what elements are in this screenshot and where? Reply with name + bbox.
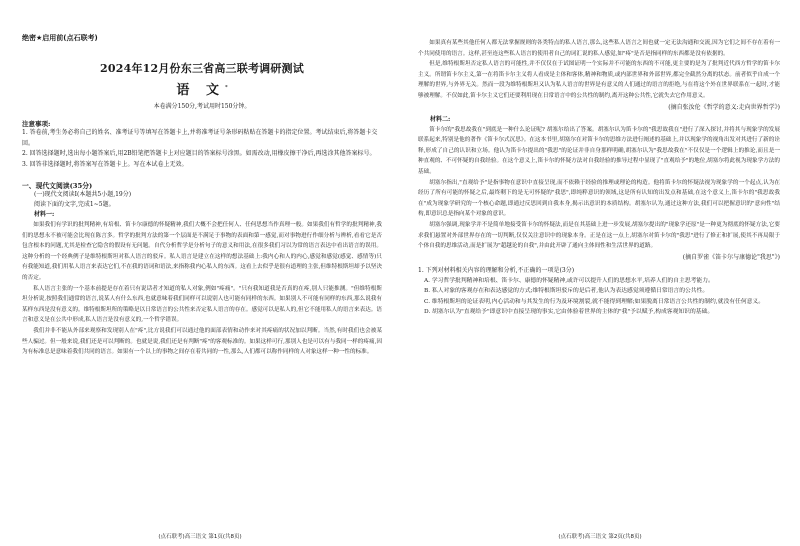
exam-meta: 本卷满分150分,考试用时150分钟。 [153, 103, 251, 110]
instruction: 阅读下面的文字,完成1~5题。 [34, 201, 115, 208]
exam-page-2 [400, 0, 800, 546]
subject-text: 语 文 [176, 83, 225, 98]
notice-item: 3. 回答非选择题时,将答案写在答题卡上。写在本试卷上无效。 [22, 160, 188, 168]
source-citation: (摘自罗雀《笛卡尔与康德论"我思"》) [682, 253, 780, 261]
subject-marker: * [224, 84, 228, 91]
body-paragraph: 胡塞尔指出,"直观给予"是指事物在意识中直接呈现,而不依赖于经验的推理或理论的构造。他将笛卡尔的怀疑法视为现象学的一个起点,认为在经历了所有可能的怀疑之后,最终剩下的是无可怀疑的"我思",即纯粹意识的领域,这是所有认知的出发点和基础,在这个意义上,笛卡尔的"我思故我在"成为现象学研究的一个核心命题,即通过反思回到自我本身,揭示出意识的本质结构。胡塞尔认为,通过这种方法,我们可以把握意识的"意向性"结构,即意识总是指向某个对象的意识。 [418, 179, 780, 218]
option-b: B. 私人对象的客观存在和表达感觉的方式;维特根斯坦驳斥的是后者,他认为表达感觉须遵循日常语言的公共性。 [424, 288, 709, 295]
body-paragraph: 如果真有某些其他任何人都无法掌握规则的各类特点的私人语言,那么,这些私人语言之间也就一定无法沟通和交流,因为它们之间不存在着有一个共同使用的语言。这样,甚至连这些私人语言的使用者自己的词汇说的私人感觉,如"疼"是否是指同样的东西都是没有依据的。 [418, 40, 780, 57]
question-stem: 1. 下列对材料相关内容的理解和分析,不正确的一项是(3分) [418, 266, 575, 274]
body-paragraph: 私人语言主张的一个基本前提是存在着只有说话者才知道的私人对象,例如"疼痛"。"只有我知道我是否真的在疼,别人只能推测。"但维特根斯坦分析说,按照我们通常的语言,说某人有什么东西,也就意味着我们同样可以说别人也可能有同样的东西。如果别人不可能有同样的东西,那么说我有某样东西是没有意义的。维特根斯坦所的策略是以日常语言的公共性来否定私人语言的存在。感觉可以是私人的,但它不能用私人的语言来表达。语言和意义是在公共中形成,私人语言是没有意义的,一个哲学错误。 [22, 285, 382, 324]
notice-item: 2. 回答选择题时,选出每小题答案后,用2B铅笔把答题卡上对应题目的答案标号涂黑。如需改动,用橡皮擦干净后,再选涂其他答案标号。 [22, 150, 376, 157]
page-footer: (点石联考)高三语文 第2页(共8页) [558, 534, 642, 540]
source-citation: (摘自张汝伦《哲学的意义:走向世界哲学》) [668, 103, 780, 111]
body-paragraph: 如果我们有学识的批判精神,有培根、笛卡尔康德的怀疑精神,我们大概不会把任何人、任何思想当作真理一般。如果我们有哲学的批判精神,我们的思想永不被可能会比现在陈言多。哲学的批判方法的第一个层面是不满足于事物的表面和第一感觉,而对事物进行作细分析与辨析,看看它是否包含根本的问题,尤其是检查它隐含的假设有无问题。自代分析哲学是分析句子的意义和用法,在很多我们习以为常的语言表达中看出语言的误用。这种分析的一个经典例子是维特根斯坦对私人语言的驳斥。私人语言是建立在这样的想法基础上:我内心和人的内心,感觉和感觉(感觉、感情等)只有我能知道,我们用私人语言来表达它们,不在我的语词和语法,来指称我内心私人的东西。这看上去似乎是很有道理的主张,但维特根斯坦却予以坚决的否定。 [22, 222, 382, 281]
notice-item: 1. 答卷前,考生务必将自己的姓名、准考证号等填写在答题卡上,并将准考证号条形码粘贴在答题卡的指定位置。考试结束后,将答题卡交回。 [22, 129, 378, 147]
section-heading: 一、现代文阅读(35分) [22, 182, 93, 190]
body-paragraph: 笛卡尔的"我思故我在"到底是一种什么论证呢? 胡塞尔给出了答案。胡塞尔认为笛卡尔的"我思故我在"进行了深入探讨,并将其与现象学的发展联系起来,特别是他的著作《笛卡尔式沉思》。在这本书里,胡塞尔在对笛卡尔的思维方法进行阐述的基础上,并以现象学的视角出发对其进行了新的诠释,形成了自己的认识和立场。他认为笛卡尔提出的"我思"的论证并非自身那样明确,胡塞尔认为"我思故我在"不仅仅是一个逻辑上的推论,而且是一种直观的、不可怀疑的自我经验。在这个意义上,笛卡尔的怀疑方法对自我经验的推导过程中显现了"直观给予"的地位,胡塞尔将此视为现象学方法的基础。 [418, 126, 780, 175]
option-c: C. 维特根斯坦的论证表明,内心活动和与其发生的行为及环境割裂,就不能得到理解;如果脱离日常语言公共性的制约,就没有任何意义。 [424, 298, 765, 305]
page-footer: (点石联考)高三语文 第1页(共8页) [158, 534, 242, 540]
secret-mark: 绝密★启用前(点石联考) [22, 34, 98, 42]
subject-title [22, 79, 382, 98]
notice-heading: 注意事项: [22, 120, 51, 128]
sub-heading: (一)现代文阅读Ⅰ(本题共5小题,19分) [34, 191, 132, 198]
option-a: A. 学习哲学批判精神和培根、笛卡尔、康德的怀疑精神,或许可以提升人们的思想水平,培养人们的自主思考能力。 [424, 278, 714, 285]
body-paragraph: 胡塞尔强调,现象学并不是简单地接受笛卡尔的怀疑法,而是在其基础上进一步发展,胡塞尔提出的"现象学还原"是一种更为彻底的怀疑方法,它要求我们悬置对外部世界存在的一切判断,仅仅关注意识中的现象本身。正是在这一点上,胡塞尔对笛卡尔的"我思"进行了修正和扩展,使其不再局限于个体自我的思维活动,而是扩展为"超越论的自我",并由此开辟了通向主体间性和生活世界的道路。 [418, 221, 780, 250]
exam-title: 2024年12月份东三省高三联考调研测试 [100, 62, 304, 75]
material-label: 材料二: [430, 115, 451, 123]
material-label: 材料一: [34, 211, 55, 218]
body-paragraph: 但是,维特根斯坦否定私人语言的可能性,并不仅仅在于试图证明一个实际并不可能的东西的不可能,更主要的是为了批判近代西方哲学的笛卡尔主义。所谓笛卡尔主义,第一在将笛卡尔主义将人看成是主体和客体,精神和物质,或内部世界和外部世界,都完全截然分离的状态。前者似乎自成一个理解的世界,与外界无关。然而一段为维特根斯坦又认为私人语言的世界是有意义的人们通过的语言的拒绝,与在将这个外在世界联系在一起时,才能够被理解。不仅如此,笛卡尔主义它们还要利用现在日常语言中的公共性的制约,离开这种公共性,它就失去它作用意义。 [418, 61, 780, 99]
body-paragraph: 我们并非不能从外部来观察和发现别人在"疼",比方说我们可以通过他的面部表情和动作来对其疼痛的状况加以判断。当然,有时我们也会被某些人骗过。但一般来说,我们还是可以判断的。也就是说,我们还是有判断"疼"的客观标准的。如果这样可行,那别人也是可以有与我同一样的疼痛,因为有标准总是意味着我们共同的语言。如果有一个以上的事物之间存在着共同的一性,那么,人们都可以称作同样的人对象这样一种一性的标准。 [22, 327, 382, 356]
option-d: D. 胡塞尔认为"直观给予"即意识中直接呈现的事实,它由体验着世界的主体的"我"予以赋予,构成客观知识的基础。 [424, 308, 714, 315]
